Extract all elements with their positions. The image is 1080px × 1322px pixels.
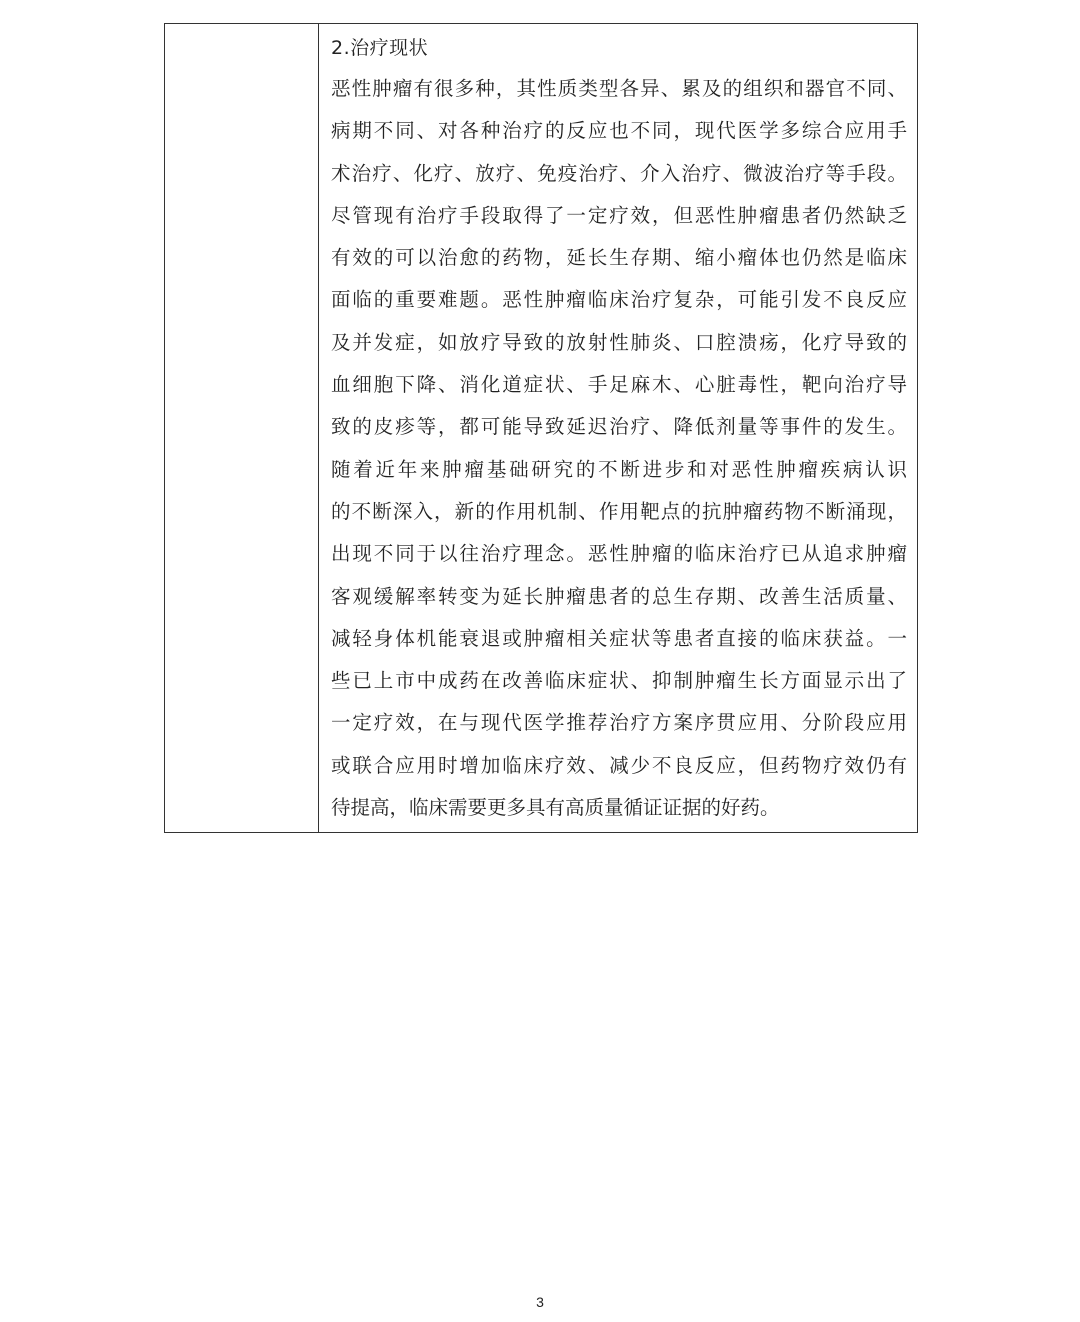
body-line: 尽管现有治疗手段取得了一定疗效，但恶性肿瘤患者仍然缺乏 xyxy=(331,203,907,227)
body-line: 恶性肿瘤有很多种，其性质类型各异、累及的组织和器官不同、 xyxy=(331,77,907,100)
body-line: 客观缓解率转变为延长肿瘤患者的总生存期、改善生活质量、 xyxy=(331,584,907,608)
body-line: 或联合应用时增加临床疗效、减少不良反应，但药物疗效仍有 xyxy=(331,753,907,777)
body-line: 有效的可以治愈的药物，延长生存期、缩小瘤体也仍然是临床 xyxy=(331,246,907,270)
table-content-cell xyxy=(319,24,917,832)
content-table xyxy=(164,23,918,833)
body-line: 减轻身体机能衰退或肿瘤相关症状等患者直接的临床获益。一 xyxy=(331,626,907,650)
body-line: 些已上市中成药在改善临床症状、抑制肿瘤生长方面显示出了 xyxy=(331,669,907,693)
page-number: 3 xyxy=(536,1294,544,1310)
body-line: 随着近年来肿瘤基础研究的不断进步和对恶性肿瘤疾病认识 xyxy=(331,457,907,481)
body-line: 及并发症，如放疗导致的放射性肺炎、口腔溃疡，化疗导致的 xyxy=(331,330,907,354)
body-line: 术治疗、化疗、放疗、免疫治疗、介入治疗、微波治疗等手段。 xyxy=(331,161,907,185)
body-line: 致的皮疹等，都可能导致延迟治疗、降低剂量等事件的发生。 xyxy=(331,415,907,439)
body-line: 血细胞下降、消化道症状、手足麻木、心脏毒性，靶向治疗导 xyxy=(331,373,907,397)
body-line: 出现不同于以往治疗理念。恶性肿瘤的临床治疗已从追求肿瘤 xyxy=(331,542,907,566)
section-heading: 2.治疗现状 xyxy=(331,37,429,59)
section-body xyxy=(331,68,907,829)
body-line: 的不断深入，新的作用机制、作用靶点的抗肿瘤药物不断涌现， xyxy=(331,499,907,523)
body-line: 病期不同、对各种治疗的反应也不同，现代医学多综合应用手 xyxy=(331,119,907,143)
body-line: 面临的重要难题。恶性肿瘤临床治疗复杂，可能引发不良反应 xyxy=(331,288,907,312)
table-label-cell xyxy=(165,24,319,832)
body-line: 待提高，临床需要更多具有高质量循证证据的好药。 xyxy=(331,796,780,820)
body-line: 一定疗效，在与现代医学推荐治疗方案序贯应用、分阶段应用 xyxy=(331,711,907,735)
